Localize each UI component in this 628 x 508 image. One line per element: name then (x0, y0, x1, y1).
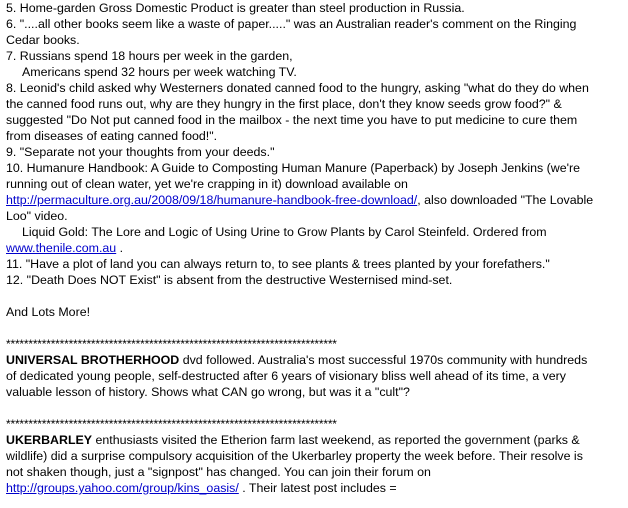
and-lots-more: And Lots More! (6, 305, 91, 319)
spacer (6, 320, 622, 336)
ukerbarley-line-4 (6, 480, 622, 496)
thenile-link[interactable]: www.thenile.com.au (6, 241, 117, 255)
ukerbarley-line-4-text: . Their latest post includes = (238, 481, 397, 495)
liquid-gold-line-1: Liquid Gold: The Lore and Logic of Using Urine to Grow Plants by Carol Steinfeld. Ordered from (22, 225, 547, 239)
item-10-line-4: Loo" video. (6, 209, 68, 223)
brotherhood-line-1 (6, 352, 622, 368)
item-8-line-2: the canned food runs out, why are they hungry in the first place, don't they know seeds grow food?" & (6, 97, 562, 111)
item-5: 5. Home-garden Gross Domestic Product is greater than steel production in Russia. (6, 1, 465, 15)
ukerbarley-title: UKERBARLEY (6, 433, 93, 447)
ukerbarley-line-1 (6, 432, 622, 448)
item-11: 11. "Have a plot of land you can always return to, to see plants & trees planted by your forefathers." (6, 257, 550, 271)
separator-2: ************************************************************************** (6, 417, 337, 431)
liquid-gold-line-2 (6, 240, 622, 256)
liquid-gold-tail: . (116, 241, 124, 255)
item-8-line-4: from diseases of eating canned food!". (6, 129, 218, 143)
item-10-line-3 (6, 192, 622, 208)
item-10-line-1: 10. Humanure Handbook: A Guide to Composting Human Manure (Paperback) by Joseph Jenkins (we're (6, 161, 581, 175)
brotherhood-line-3: valuable lesson of history. Shows what CAN go wrong, but was it a "cult"? (6, 385, 410, 399)
item-7-line-1: 7. Russians spend 18 hours per week in the garden, (6, 49, 293, 63)
item-10-line-2: running out of clean water, yet we're crapping in it) download available on (6, 177, 408, 191)
item-7-line-2: Americans spend 32 hours per week watching TV. (22, 65, 297, 79)
item-6-line-2: Cedar books. (6, 33, 80, 47)
item-8-line-1: 8. Leonid's child asked why Westerners donated canned food to the hungry, asking "what do they do when (6, 81, 589, 95)
brotherhood-line-2: of dedicated young people, self-destructed after 6 years of visionary bliss well ahead of its time, a very (6, 369, 566, 383)
spacer (6, 288, 622, 304)
separator-1: ************************************************************************** (6, 337, 337, 351)
item-8-line-3: suggested "Do Not put canned food in the mailbox - the next time you have to put medicine to cure them (6, 113, 578, 127)
item-10-line-3-text: , also downloaded "The Lovable (417, 193, 594, 207)
brotherhood-line-1-text: dvd followed. Australia's most successful 1970s community with hundreds (179, 353, 588, 367)
ukerbarley-line-2: wildlife) did a surprise compulsory acquisition of the Ukerbarley property the week before. Their resolve is (6, 449, 583, 463)
ukerbarley-line-1-text: enthusiasts visited the Etherion farm last weekend, as reported the government (parks & (92, 433, 580, 447)
ukerbarley-line-3: not shaken though, just a "signpost" has changed. You can join their forum on (6, 465, 431, 479)
item-12: 12. "Death Does NOT Exist" is absent from the destructive Westernised mind-set. (6, 273, 453, 287)
item-6-line-1: 6. "....all other books seem like a waste of paper....." was an Australian reader's comment on the Ringing (6, 17, 577, 31)
item-9: 9. "Separate not your thoughts from your deeds." (6, 145, 275, 159)
brotherhood-title: UNIVERSAL BROTHERHOOD (6, 353, 180, 367)
humanure-download-link[interactable]: http://permaculture.org.au/2008/09/18/humanure-handbook-free-download/ (6, 193, 418, 207)
yahoo-group-link[interactable]: http://groups.yahoo.com/group/kins_oasis/ (6, 481, 239, 495)
spacer (6, 400, 622, 416)
